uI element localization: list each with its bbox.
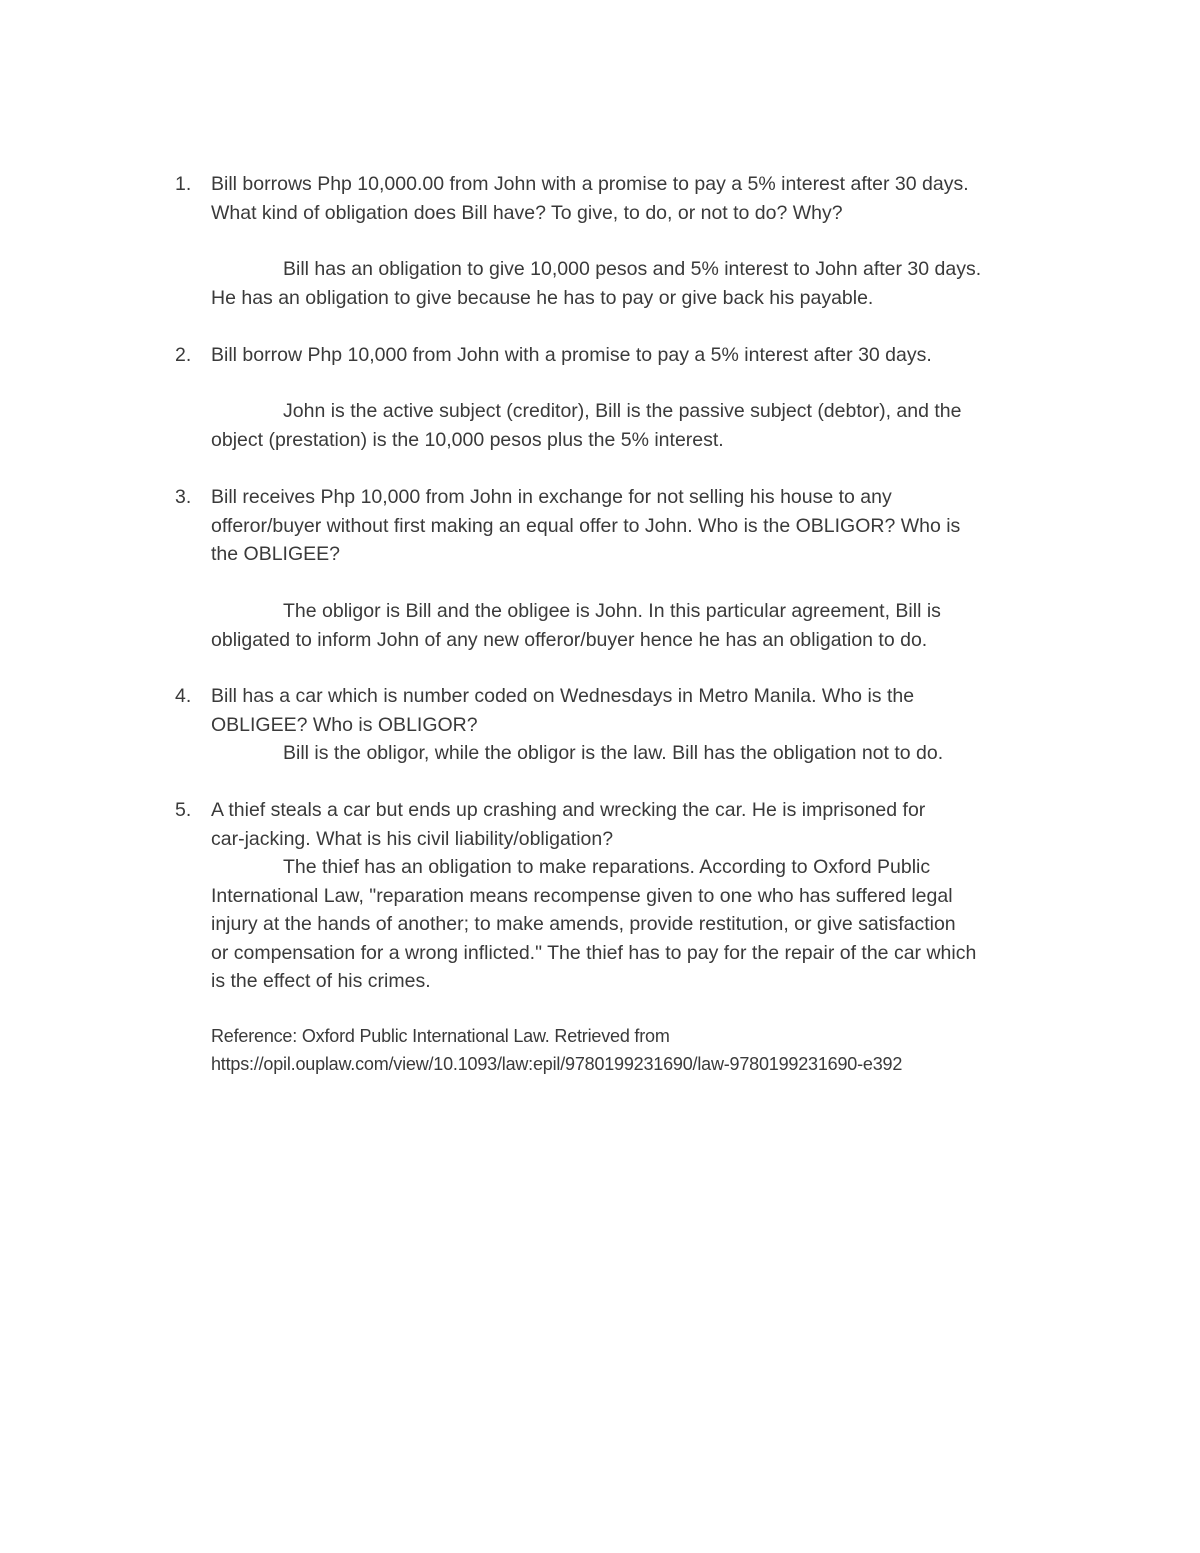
item-number: 4.	[175, 685, 192, 707]
question-line: Bill receives Php 10,000 from John in exchange for not selling his house to any	[211, 486, 892, 508]
question-line: Bill borrow Php 10,000 from John with a promise to pay a 5% interest after 30 days.	[211, 344, 932, 366]
question-line: Bill has a car which is number coded on Wednesdays in Metro Manila. Who is the	[211, 685, 915, 707]
answer-line: John is the active subject (creditor), Bill is the passive subject (debtor), and the	[283, 400, 962, 422]
item-number: 5.	[175, 799, 192, 821]
answer-line: obligated to inform John of any new offeror/buyer hence he has an obligation to do.	[211, 629, 928, 651]
question-line: car-jacking. What is his civil liability/obligation?	[211, 828, 614, 850]
answer-line: injury at the hands of another; to make amends, provide restitution, or give satisfaction	[211, 913, 956, 935]
answer-line: He has an obligation to give because he has to pay or give back his payable.	[211, 287, 874, 309]
reference-label: Reference: Oxford Public International Law. Retrieved from	[211, 1026, 670, 1046]
question-line: What kind of obligation does Bill have? To give, to do, or not to do? Why?	[211, 202, 843, 224]
question-line: the OBLIGEE?	[211, 543, 340, 565]
answer-line: object (prestation) is the 10,000 pesos plus the 5% interest.	[211, 429, 724, 451]
question-line: OBLIGEE? Who is OBLIGOR?	[211, 714, 478, 736]
question-line: Bill borrows Php 10,000.00 from John with a promise to pay a 5% interest after 30 days.	[211, 173, 969, 195]
answer-line: is the effect of his crimes.	[211, 970, 431, 992]
reference-url: https://opil.ouplaw.com/view/10.1093/law:epil/9780199231690/law-9780199231690-e392	[211, 1054, 903, 1074]
item-number: 2.	[175, 344, 192, 366]
answer-line: Bill has an obligation to give 10,000 pesos and 5% interest to John after 30 days.	[283, 258, 982, 280]
answer-line: The obligor is Bill and the obligee is John. In this particular agreement, Bill is	[283, 600, 941, 622]
answer-line: The thief has an obligation to make reparations. According to Oxford Public	[283, 856, 931, 878]
answer-line: or compensation for a wrong inflicted." The thief has to pay for the repair of the car which	[211, 942, 977, 964]
item-number: 3.	[175, 486, 192, 508]
answer-line: Bill is the obligor, while the obligor is the law. Bill has the obligation not to do.	[283, 742, 944, 764]
question-line: offeror/buyer without first making an equal offer to John. Who is the OBLIGOR? Who is	[211, 515, 961, 537]
question-line: A thief steals a car but ends up crashing and wrecking the car. He is imprisoned for	[211, 799, 926, 821]
item-number: 1.	[175, 173, 192, 195]
answer-line: International Law, "reparation means recompense given to one who has suffered legal	[211, 885, 953, 907]
